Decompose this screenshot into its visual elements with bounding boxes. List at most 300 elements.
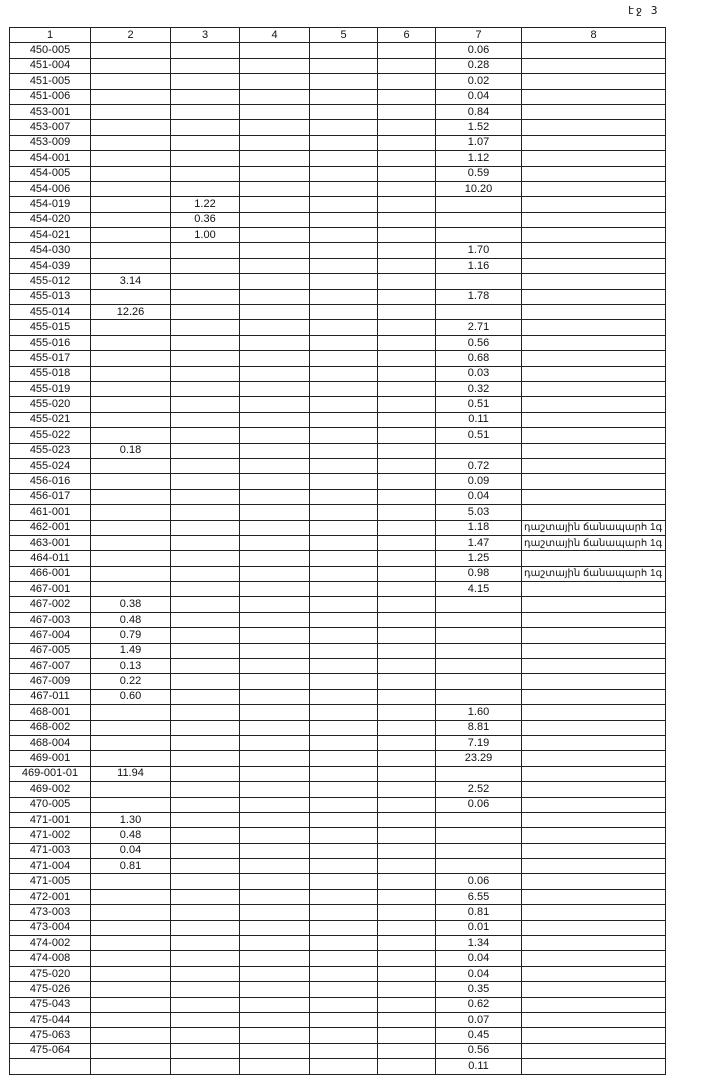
area-value-cell <box>436 705 522 720</box>
table-row <box>10 843 666 858</box>
area-value-cell <box>91 58 171 73</box>
area-value: 0.62 <box>467 998 490 1011</box>
area-value-cell <box>91 89 171 104</box>
parcel-code-cell <box>10 351 91 366</box>
area-value-cell <box>91 905 171 920</box>
area-value-cell <box>436 689 522 704</box>
table-row <box>10 643 666 658</box>
area-value-cell <box>171 489 240 504</box>
area-value-cell <box>91 874 171 889</box>
note-cell <box>522 966 666 981</box>
area-value-cell <box>91 597 171 612</box>
area-value: 0.32 <box>467 382 490 395</box>
area-value-cell <box>310 597 378 612</box>
area-value-cell <box>91 458 171 473</box>
parcel-code-cell <box>10 1013 91 1028</box>
area-value: 0.81 <box>467 905 490 918</box>
area-value-cell <box>310 705 378 720</box>
area-value-cell <box>91 735 171 750</box>
area-value: 5.03 <box>467 505 490 518</box>
area-value-cell <box>436 212 522 227</box>
area-value: 3.14 <box>119 274 142 287</box>
area-value-cell <box>91 889 171 904</box>
area-value: 11.94 <box>117 767 144 780</box>
area-value: 1.16 <box>467 259 490 272</box>
table-row <box>10 197 666 212</box>
area-value: 0.28 <box>467 59 490 72</box>
area-value-cell <box>436 566 522 581</box>
area-value-cell <box>240 428 310 443</box>
parcel-code-cell <box>10 628 91 643</box>
area-value-cell <box>91 212 171 227</box>
parcel-code-cell <box>10 228 91 243</box>
area-value-cell <box>240 628 310 643</box>
parcel-code-cell <box>10 889 91 904</box>
note-cell <box>522 720 666 735</box>
table-row <box>10 305 666 320</box>
table-row <box>10 274 666 289</box>
area-value-cell <box>91 104 171 119</box>
note-cell <box>522 920 666 935</box>
parcel-code: 475-043 <box>29 998 71 1011</box>
parcel-code: 451-005 <box>29 74 71 87</box>
area-value-cell <box>91 305 171 320</box>
note-cell <box>522 689 666 704</box>
note-cell <box>522 43 666 58</box>
area-value: 6.55 <box>467 890 490 903</box>
parcel-code: 461-001 <box>29 505 71 518</box>
area-value-cell <box>310 366 378 381</box>
area-value-cell <box>436 274 522 289</box>
area-value-cell <box>240 535 310 550</box>
area-value-cell <box>436 520 522 535</box>
table-row <box>10 520 666 535</box>
area-value-cell <box>91 289 171 304</box>
area-value-cell <box>171 705 240 720</box>
area-value-cell <box>436 197 522 212</box>
note-cell <box>522 982 666 997</box>
area-value-cell <box>171 874 240 889</box>
table-row <box>10 458 666 473</box>
area-value-cell <box>240 458 310 473</box>
note-cell <box>522 612 666 627</box>
parcel-code-cell <box>10 335 91 350</box>
column-header-7: 7 <box>436 28 522 43</box>
parcel-code: 454-020 <box>29 213 71 226</box>
table-row <box>10 889 666 904</box>
table-row <box>10 243 666 258</box>
area-value-cell <box>171 505 240 520</box>
area-value-cell <box>378 228 436 243</box>
area-value-cell <box>378 797 436 812</box>
area-value-cell <box>310 135 378 150</box>
area-value-cell <box>240 689 310 704</box>
parcel-code-cell <box>10 936 91 951</box>
area-value: 0.09 <box>467 475 490 488</box>
area-value-cell <box>436 458 522 473</box>
area-value-cell <box>171 289 240 304</box>
area-value-cell <box>171 1013 240 1028</box>
table-row <box>10 612 666 627</box>
area-value-cell <box>91 812 171 827</box>
area-value-cell <box>171 181 240 196</box>
area-value-cell <box>436 289 522 304</box>
parcel-code-cell <box>10 197 91 212</box>
area-value: 1.70 <box>467 244 490 257</box>
area-value-cell <box>310 305 378 320</box>
area-value-cell <box>171 335 240 350</box>
area-value-cell <box>436 597 522 612</box>
note-cell <box>522 366 666 381</box>
table-row <box>10 566 666 581</box>
parcel-code-cell <box>10 566 91 581</box>
area-value-cell <box>378 628 436 643</box>
parcel-code-cell <box>10 982 91 997</box>
area-value-cell <box>171 443 240 458</box>
table-row <box>10 751 666 766</box>
parcel-code-cell <box>10 458 91 473</box>
area-value-cell <box>378 551 436 566</box>
area-value-cell <box>378 966 436 981</box>
area-value-cell <box>310 689 378 704</box>
parcel-code: 475-026 <box>29 982 71 995</box>
parcel-code-cell <box>10 612 91 627</box>
area-value-cell <box>378 674 436 689</box>
area-value-cell <box>310 1013 378 1028</box>
table-row <box>10 89 666 104</box>
area-value-cell <box>378 274 436 289</box>
parcel-code: 454-001 <box>29 151 71 164</box>
area-value-cell <box>378 859 436 874</box>
area-value-cell <box>436 120 522 135</box>
area-value-cell <box>91 1043 171 1058</box>
area-value-cell <box>240 443 310 458</box>
table-row <box>10 1028 666 1043</box>
parcel-code-cell <box>10 258 91 273</box>
area-value-cell <box>171 674 240 689</box>
area-value-cell <box>378 951 436 966</box>
area-value-cell <box>240 104 310 119</box>
area-value-cell <box>378 104 436 119</box>
note-text: դաշտային ճանապարհ 1գ <box>524 537 663 549</box>
area-value-cell <box>378 43 436 58</box>
area-value: 0.72 <box>467 459 490 472</box>
table-row <box>10 151 666 166</box>
area-value-cell <box>436 474 522 489</box>
area-value-cell <box>91 489 171 504</box>
note-cell <box>522 320 666 335</box>
table-row <box>10 920 666 935</box>
area-value-cell <box>310 412 378 427</box>
area-value-cell <box>378 782 436 797</box>
area-value-cell <box>91 243 171 258</box>
area-value-cell <box>378 181 436 196</box>
area-value-cell <box>171 1028 240 1043</box>
area-value-cell <box>240 797 310 812</box>
area-value-cell <box>91 966 171 981</box>
area-value-cell <box>91 181 171 196</box>
area-value-cell <box>310 151 378 166</box>
area-value-cell <box>378 705 436 720</box>
area-value-cell <box>171 628 240 643</box>
note-cell <box>522 797 666 812</box>
table-row <box>10 212 666 227</box>
area-value-cell <box>240 1028 310 1043</box>
area-value-cell <box>310 228 378 243</box>
area-value-cell <box>436 381 522 396</box>
parcel-code: 467-011 <box>30 690 70 703</box>
area-value-cell <box>171 766 240 781</box>
area-value-cell <box>310 428 378 443</box>
table-row <box>10 936 666 951</box>
area-value-cell <box>91 751 171 766</box>
note-cell <box>522 381 666 396</box>
table-row <box>10 104 666 119</box>
note-cell <box>522 782 666 797</box>
table-row <box>10 659 666 674</box>
area-value-cell <box>310 181 378 196</box>
note-cell <box>522 843 666 858</box>
note-cell <box>522 120 666 135</box>
parcel-code: 469-001-01 <box>21 767 79 780</box>
parcel-code: 455-015 <box>29 321 71 334</box>
area-value-cell <box>91 258 171 273</box>
area-value-cell <box>240 735 310 750</box>
area-value-cell <box>91 628 171 643</box>
area-value-cell <box>310 381 378 396</box>
area-value-cell <box>171 258 240 273</box>
area-value-cell <box>240 766 310 781</box>
area-value-cell <box>436 782 522 797</box>
parcel-code-cell <box>10 643 91 658</box>
table-row <box>10 797 666 812</box>
parcel-code: 455-022 <box>29 428 71 441</box>
parcel-code: 471-003 <box>29 844 71 857</box>
area-value: 2.71 <box>467 321 490 334</box>
table-row <box>10 43 666 58</box>
parcel-code-cell <box>10 920 91 935</box>
note-cell <box>522 397 666 412</box>
area-value: 23.29 <box>464 752 493 765</box>
parcel-code-cell <box>10 397 91 412</box>
parcel-code: 475-063 <box>29 1029 71 1042</box>
parcel-code-cell <box>10 812 91 827</box>
area-value: 1.00 <box>194 228 216 241</box>
area-value: 0.04 <box>467 490 490 503</box>
area-value: 0.06 <box>467 798 490 811</box>
area-value: 0.04 <box>119 844 142 857</box>
area-value-cell <box>378 197 436 212</box>
area-value-cell <box>436 966 522 981</box>
area-value-cell <box>310 397 378 412</box>
area-value-cell <box>436 228 522 243</box>
area-value-cell <box>436 1028 522 1043</box>
note-cell <box>522 212 666 227</box>
area-value-cell <box>310 104 378 119</box>
area-value-cell <box>310 936 378 951</box>
area-value-cell <box>310 289 378 304</box>
area-value-cell <box>240 320 310 335</box>
area-value-cell <box>310 58 378 73</box>
area-value-cell <box>436 305 522 320</box>
area-value: 0.56 <box>467 336 490 349</box>
area-value-cell <box>436 1013 522 1028</box>
area-value-cell <box>171 782 240 797</box>
area-value-cell <box>378 905 436 920</box>
area-value-cell <box>436 659 522 674</box>
area-value-cell <box>310 197 378 212</box>
table-row <box>10 320 666 335</box>
parcel-code: 454-006 <box>29 182 71 195</box>
area-value: 0.84 <box>467 105 490 118</box>
parcel-code-cell <box>10 135 91 150</box>
area-value-cell <box>378 89 436 104</box>
area-value-cell <box>436 997 522 1012</box>
area-value-cell <box>436 582 522 597</box>
area-value: 1.18 <box>467 521 490 534</box>
area-value-cell <box>240 889 310 904</box>
area-value: 0.07 <box>467 1013 490 1026</box>
area-value: 0.51 <box>467 428 490 441</box>
area-value-cell <box>240 812 310 827</box>
area-value: 0.04 <box>467 90 490 103</box>
table-row <box>10 674 666 689</box>
area-value-cell <box>91 566 171 581</box>
area-value-cell <box>378 397 436 412</box>
parcel-code: 456-017 <box>29 490 71 503</box>
area-value-cell <box>240 412 310 427</box>
area-value-cell <box>91 228 171 243</box>
area-value-cell <box>378 305 436 320</box>
area-value-cell <box>171 305 240 320</box>
area-value-cell <box>378 443 436 458</box>
note-cell <box>522 551 666 566</box>
area-value: 0.38 <box>119 598 142 611</box>
area-value-cell <box>171 582 240 597</box>
parcel-code: 474-008 <box>29 952 71 965</box>
note-cell <box>522 258 666 273</box>
area-value: 0.11 <box>468 413 489 426</box>
area-value-cell <box>436 366 522 381</box>
area-value-cell <box>171 428 240 443</box>
note-cell <box>522 766 666 781</box>
table-row <box>10 474 666 489</box>
area-value-cell <box>310 89 378 104</box>
area-value-cell <box>378 243 436 258</box>
area-value-cell <box>240 89 310 104</box>
note-cell <box>522 135 666 150</box>
area-value-cell <box>378 874 436 889</box>
note-cell <box>522 335 666 350</box>
note-cell <box>522 705 666 720</box>
note-cell <box>522 458 666 473</box>
area-value-cell <box>91 659 171 674</box>
parcel-code-cell <box>10 782 91 797</box>
area-value: 0.35 <box>467 982 490 995</box>
area-value-cell <box>378 643 436 658</box>
area-value-cell <box>240 859 310 874</box>
parcel-code-cell <box>10 582 91 597</box>
area-value: 8.81 <box>467 721 490 734</box>
parcel-code-cell <box>10 166 91 181</box>
parcel-code: 455-016 <box>29 336 71 349</box>
area-value-cell <box>310 535 378 550</box>
area-value-cell <box>240 674 310 689</box>
area-value-cell <box>171 889 240 904</box>
area-value-cell <box>240 274 310 289</box>
area-value-cell <box>378 474 436 489</box>
parcel-code: 467-003 <box>29 613 71 626</box>
area-value-cell <box>91 612 171 627</box>
parcel-code-cell <box>10 104 91 119</box>
area-value-cell <box>436 258 522 273</box>
area-value-cell <box>436 505 522 520</box>
area-value-cell <box>240 982 310 997</box>
area-value-cell <box>240 828 310 843</box>
area-value-cell <box>240 228 310 243</box>
parcel-code: 467-005 <box>29 644 71 657</box>
area-value-cell <box>91 720 171 735</box>
area-value-cell <box>378 428 436 443</box>
area-value-cell <box>91 582 171 597</box>
area-value-cell <box>91 920 171 935</box>
parcel-code: 455-019 <box>29 382 71 395</box>
parcel-code-cell <box>10 243 91 258</box>
area-value: 0.48 <box>119 829 142 841</box>
area-value-cell <box>91 135 171 150</box>
parcel-code: 467-007 <box>29 659 71 672</box>
area-value-cell <box>310 551 378 566</box>
note-cell <box>522 181 666 196</box>
area-value-cell <box>171 474 240 489</box>
area-value-cell <box>91 366 171 381</box>
area-value-cell <box>436 766 522 781</box>
area-value-cell <box>91 782 171 797</box>
table-row <box>10 289 666 304</box>
table-row <box>10 443 666 458</box>
area-value-cell <box>378 597 436 612</box>
note-cell <box>522 582 666 597</box>
table-row <box>10 997 666 1012</box>
note-cell <box>522 874 666 889</box>
table-row <box>10 366 666 381</box>
area-value: 0.02 <box>467 74 490 87</box>
parcel-code-cell <box>10 212 91 227</box>
parcel-code: 455-024 <box>29 459 71 472</box>
area-value-cell <box>240 489 310 504</box>
parcel-code-cell <box>10 535 91 550</box>
area-value-cell <box>240 166 310 181</box>
area-value-cell <box>171 381 240 396</box>
table-row <box>10 874 666 889</box>
area-value-cell <box>240 520 310 535</box>
table-row <box>10 397 666 412</box>
area-value: 0.18 <box>119 444 142 457</box>
table-row <box>10 782 666 797</box>
area-value-cell <box>378 535 436 550</box>
area-value-cell <box>310 258 378 273</box>
parcel-code: 470-005 <box>29 798 71 811</box>
area-value-cell <box>436 828 522 843</box>
area-value-cell <box>240 305 310 320</box>
area-value-cell <box>91 505 171 520</box>
parcel-code-cell <box>10 597 91 612</box>
parcel-code-cell <box>10 43 91 58</box>
column-header-5: 5 <box>310 28 378 43</box>
area-value-cell <box>240 782 310 797</box>
area-value-cell <box>378 843 436 858</box>
parcel-code: 455-020 <box>29 398 71 411</box>
